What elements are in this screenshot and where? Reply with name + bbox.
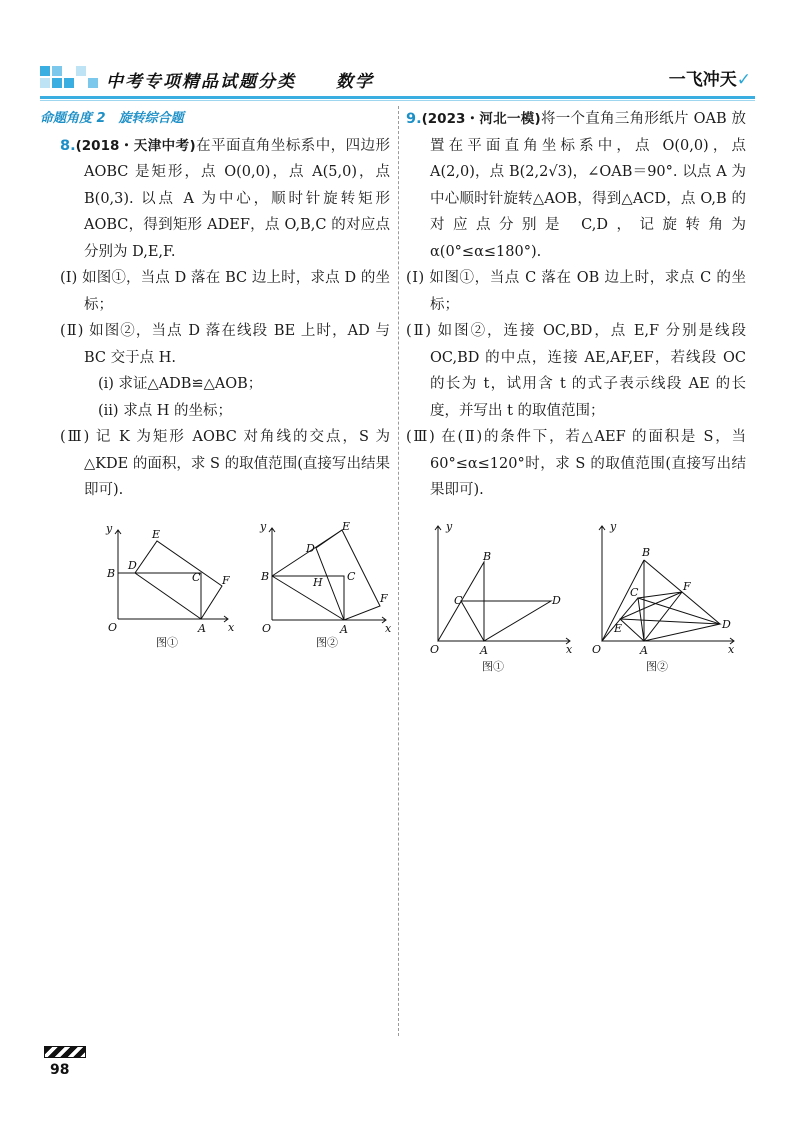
fig-label-x: x	[228, 621, 235, 634]
triangle-acd	[461, 601, 551, 641]
q8-stem-text: 在平面直角坐标系中，四边形 AOBC 是矩形，点 O(0,0)，点 A(5,0)，点 B(0,3). 以点 A 为中心，顺时针旋转矩形 AOBC，得到矩形 ADEF，点 O,B,C 的对应点分别为 D,E,F.	[84, 137, 390, 260]
fig-label-x: x	[566, 643, 573, 656]
checkmark-icon: ✓	[736, 70, 751, 90]
fig-label-b: B	[483, 550, 492, 563]
fig-label-f: F	[222, 574, 230, 587]
fig-label-f: F	[683, 580, 691, 593]
fig-label-y: y	[106, 522, 113, 535]
q9-stem	[406, 106, 746, 265]
q8-figure-2	[258, 522, 398, 652]
fig-label-x: x	[385, 622, 392, 635]
fig-label-e: E	[152, 528, 161, 541]
fig-label-o: O	[592, 643, 602, 656]
fig-label-e: E	[614, 622, 623, 635]
fig-label-b: B	[642, 546, 651, 559]
fig-label-c: C	[630, 586, 639, 599]
q9-part1: (Ⅰ) 如图①，当点 C 落在 OB 边上时，求点 C 的坐标；	[406, 270, 746, 313]
section-heading: 命题角度 2 旋转综合题	[40, 111, 184, 126]
fig-caption: 图①	[482, 660, 504, 673]
fig-caption: 图②	[646, 660, 668, 673]
triangle-aef	[620, 592, 682, 641]
fig-label-b: B	[261, 570, 270, 583]
fig-label-c: C	[347, 570, 356, 583]
q9-figure-1	[426, 520, 576, 675]
brand-text: 一飞冲天	[668, 70, 737, 90]
page-header	[40, 60, 755, 96]
fig-label-y: y	[610, 520, 617, 533]
q9-part3: (Ⅲ) 在(Ⅱ)的条件下，若△AEF 的面积是 S，当 60°≤α≤120°时，求 S 的取值范围(直接写出结果即可).	[406, 429, 746, 498]
header-decoration-squares	[40, 66, 100, 92]
fig-label-c: C	[454, 594, 463, 607]
q8-part2-i: (ⅰ) 求证△ADB≌△AOB；	[98, 376, 263, 392]
fig-label-o: O	[108, 621, 118, 634]
rectangle-adef	[135, 541, 222, 619]
fig-label-a: A	[640, 644, 648, 657]
fig-label-d: D	[552, 594, 561, 607]
column-divider	[398, 106, 399, 1036]
fig-label-o: O	[430, 643, 440, 656]
question-8	[40, 106, 390, 504]
fig-label-o: O	[262, 622, 272, 635]
fig-caption: 图①	[156, 636, 178, 649]
fig-label-d: D	[128, 559, 137, 572]
clapper-stripes	[44, 1046, 86, 1058]
fig-label-c: C	[192, 571, 201, 584]
q8-part3: (Ⅲ) 记 K 为矩形 AOBC 对角线的交点，S 为△KDE 的面积，求 S 的取值范围(直接写出结果即可).	[60, 429, 390, 498]
segment-ba	[272, 576, 344, 620]
fig-label-x: x	[728, 643, 735, 656]
q9-stem-text: 将一个直角三角形纸片 OAB 放置在平面直角坐标系中，点 O(0,0)，点 A(2,0)，点 B(2,2√3)，∠OAB＝90°. 以点 A 为中心顺时针旋转△AOB，得到△ACD，点 O,B 的对应点分别是 C,D，记旋转角为 α(0°≤α≤180°).	[430, 111, 747, 260]
fig-label-a: A	[198, 622, 206, 635]
fig-label-d: D	[722, 618, 731, 631]
q9-number: 9.	[406, 111, 422, 127]
fig-caption: 图②	[316, 636, 338, 649]
q8-figure-1	[104, 522, 234, 652]
triangle-oab	[602, 560, 644, 641]
triangle-acd	[638, 598, 720, 641]
q9-part2: (Ⅱ) 如图②，连接 OC,BD，点 E,F 分别是线段 OC,BD 的中点，连接 AE,AF,EF，若线段 OC 的长为 t，试用含 t 的式子表示线段 AE 的长度，并写出 t 的取值范围；	[406, 323, 746, 419]
q8-part2: (Ⅱ) 如图②，当点 D 落在线段 BE 上时，AD 与 BC 交于点 H.	[60, 323, 390, 366]
book-subject: 数学	[336, 72, 374, 92]
q9-figure-2	[588, 520, 743, 675]
q8-number: 8.	[60, 137, 76, 154]
rectangle-aobc	[118, 573, 201, 619]
brand-logo	[669, 65, 751, 90]
q9-source: (2023・河北一模)	[421, 111, 541, 127]
q8-source: (2018・天津中考)	[75, 137, 196, 154]
fig-label-y: y	[260, 520, 267, 533]
q8-part2-ii: (ⅱ) 求点 H 的坐标；	[98, 402, 233, 419]
header-rule-thin	[40, 100, 755, 101]
question-9	[406, 106, 746, 504]
fig-label-e: E	[342, 520, 351, 533]
fig-label-a: A	[480, 644, 488, 657]
header-rule	[40, 96, 755, 99]
fig-label-b: B	[107, 567, 116, 580]
q8-part1: (Ⅰ) 如图①，当点 D 落在 BC 边上时，求点 D 的坐标；	[60, 270, 390, 313]
fig-label-h: H	[313, 576, 323, 589]
fig-label-d: D	[306, 542, 315, 555]
q8-stem	[60, 133, 390, 266]
fig-label-y: y	[446, 520, 453, 533]
book-title: 中考专项精品试题分类	[106, 72, 296, 92]
page-number-badge	[44, 1046, 86, 1086]
fig-label-a: A	[340, 623, 348, 636]
page-number: 98	[50, 1062, 70, 1078]
fig-label-f: F	[380, 592, 388, 605]
